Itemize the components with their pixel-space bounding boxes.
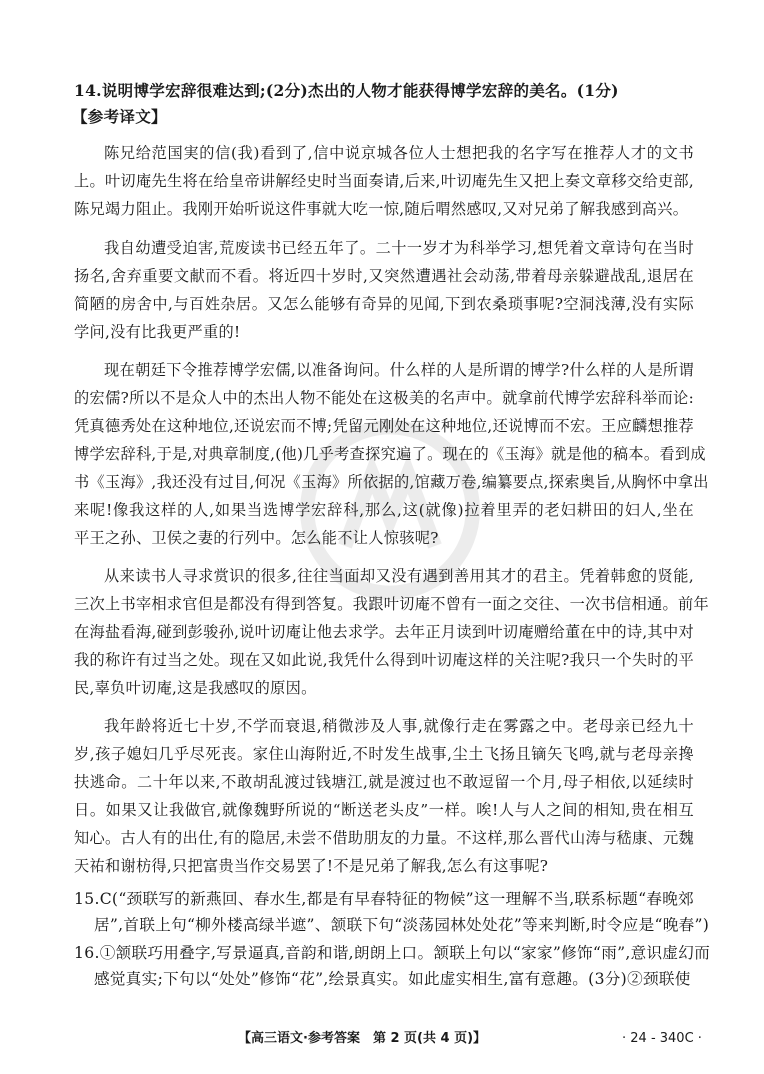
translation-line: 扬名,舍弃重要文献而不看。将近四十岁时,又突然遭遇社会动荡,带着母亲躲避战乱,退居在 [74,267,694,285]
answer-line: 16.①颔联巧用叠字,写景逼真,音韵和谐,朗朗上口。颔联上句以“家家”修饰“雨”,意识虚幻而 [74,944,711,962]
translation-line: 陈兄给范国実的信(我)看到了,信中说京城各位人士想把我的名字写在推荐人才的文书 [104,144,694,162]
translation-line: 知心。古人有的出仕,有的隐居,未尝不借助朋友的力量。不这样,那么晋代山涛与嵇康、元魏 [74,829,694,847]
translation-line: 我年龄将近七十岁,不学而衰退,稍微涉及人事,就像行走在雾露之中。老母亲已经九十 [104,717,694,735]
translation-line: 日。如果又让我做官,就像魏野所说的“断送老头皮”一样。唉!人与人之间的相知,贵在相互 [74,801,694,819]
translation-line: 陈兄竭力阻止。我刚开始听说这件事就大吃一惊,随后喟然感叹,又对兄弟了解我感到高兴。 [74,200,689,218]
translation-line: 扶逃命。二十年以来,不敢胡乱渡过钱塘江,就是渡过也不敢逗留一个月,母子相依,以延续时 [74,773,694,791]
translation-line: 从来读书人寻求赏识的很多,往往当面却又没有遇到善用其才的君主。凭着韩愈的贤能, [104,567,694,585]
translation-line: 我的称许有过当之处。现在又如此说,我凭什么得到叶讱庵这样的关注呢?我只一个失时的平 [74,651,694,669]
translation-line: 现在朝廷下令推荐博学宏儒,以准备询问。什么样的人是所谓的博学?什么样的人是所谓 [104,361,694,379]
answer-line: 居”,首联上句“柳外楼高绿半遮”、颔联下句“淡荡园林处处花”等来判断,时令应是“晚春”) [94,916,710,934]
translation-line: 简陋的房舍中,与百姓杂居。又怎么能够有奇异的见闻,下到农桑琐事呢?空洞浅薄,没有实际 [74,295,694,313]
translation-line: 的宏儒?所以不是众人中的杰出人物不能处在这极美的名声中。就拿前代博学宏辞科举而论: [74,389,694,407]
translation-line: 博学宏辞科,于是,对典章制度,(他)几乎考查探究遍了。现在的《玉海》就是他的稿本。看到成 [74,445,706,463]
translation-line: 平王之孙、卫侯之妻的行列中。怎么能不让人惊骇呢? [74,529,439,547]
translation-line: 岁,孩子媳妇几乎尽死丧。家住山海附近,不时发生战事,尘土飞扬且镝矢飞鸣,就与老母亲搀 [74,745,694,763]
translation-line: 学问,没有比我更严重的! [74,323,241,341]
answer-line: 感觉真实;下句以“处处”修饰“花”,绘景真实。如此虚实相生,富有意趣。(3分)②颈联使 [94,970,691,988]
reference-translation-heading: 【参考译文】 [72,107,167,126]
translation-line: 我自幼遭受迫害,荒废读书已经五年了。二十一岁才为科举学习,想凭着文章诗句在当时 [104,239,694,257]
question-14-answer: 14.说明博学宏辞很难达到;(2分)杰出的人物才能获得博学宏辞的美名。(1分) [74,81,619,100]
translation-line: 凭真德秀处在这种地位,还说宏而不博;凭留元刚处在这种地位,还说博而不宏。王应麟想推荐 [74,417,694,435]
translation-line: 在海盐看海,碰到彭骏孙,说叶讱庵让他去求学。去年正月读到叶讱庵赠给董在中的诗,其中对 [74,623,694,641]
translation-line: 民,辜负叶讱庵,这是我感叹的原因。 [74,679,317,697]
translation-line: 上。叶讱庵先生将在给皇帝讲解经史时当面奏请,后来,叶讱庵先生又把上奏文章移交给吏部, [74,172,694,190]
translation-line: 三次上书宰相求官但是都没有得到答复。我跟叶讱庵不曾有一面之交往、一次书信相通。前年 [74,595,709,613]
translation-line: 来呢!像我这样的人,如果当选博学宏辞科,那么,这(就像)拉着里弄的老妇耕田的妇人,坐在 [74,501,694,519]
footer-page-info: 【高三语文·参考答案 第 2 页(共 4 页)】 [238,1031,487,1046]
translation-line: 天祐和谢枋得,只把富贵当作交易罢了!不是兄弟了解我,怎么有这事呢? [74,857,549,875]
answer-line: 15.C(“颈联写的新燕回、春水生,都是有早春特征的物候”这一理解不当,联系标题“春晚郊 [74,890,695,908]
footer-code: · 24 - 340C · [622,1031,702,1046]
translation-line: 书《玉海》,我还没有过目,何况《玉海》所依据的,馆藏万卷,编纂要点,探索奥旨,从胸怀中拿出 [74,473,709,491]
